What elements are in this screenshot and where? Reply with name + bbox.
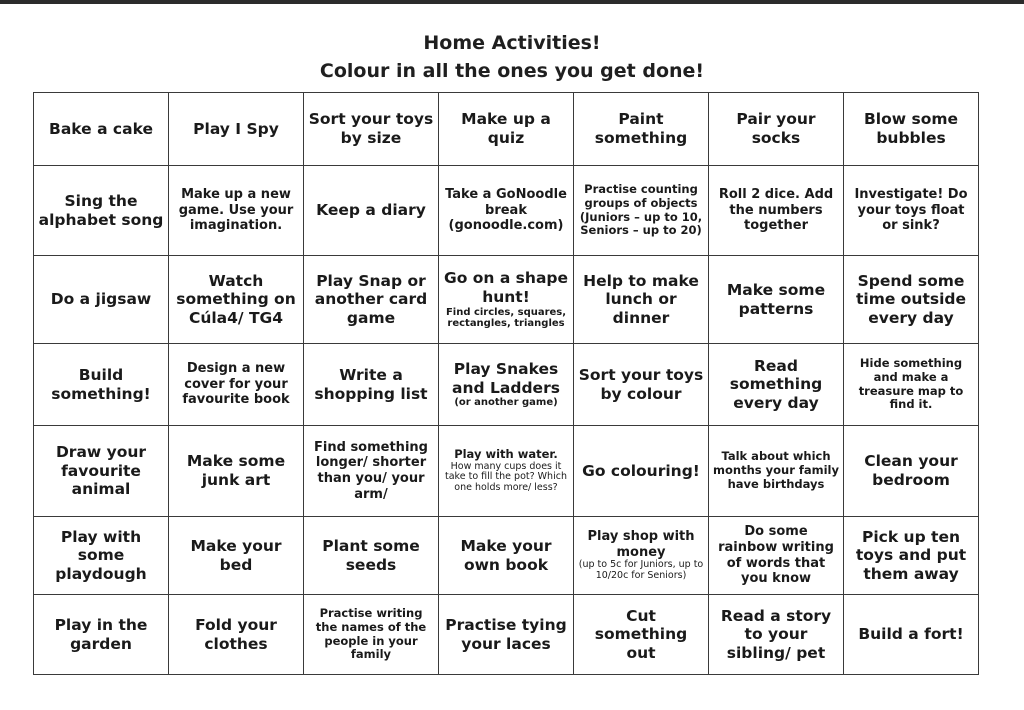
activity-cell[interactable] xyxy=(574,166,709,256)
activity-text: Play with water. xyxy=(454,446,558,461)
activity-cell[interactable] xyxy=(709,595,844,675)
activity-cell[interactable] xyxy=(304,426,439,517)
activity-text: Pick up ten toys and put them away xyxy=(855,527,967,583)
activity-text: Spend some time outside every day xyxy=(855,271,967,327)
activity-text: Plant some seeds xyxy=(322,536,420,574)
activity-grid xyxy=(33,92,979,675)
activity-cell[interactable] xyxy=(844,595,979,675)
activity-text: Hide something and make a treasure map to find it. xyxy=(858,355,964,412)
activity-cell[interactable] xyxy=(574,256,709,344)
activity-text: Roll 2 dice. Add the numbers together xyxy=(718,187,834,234)
activity-cell[interactable] xyxy=(709,344,844,426)
activity-cell[interactable] xyxy=(34,595,169,675)
activity-text: Play I Spy xyxy=(193,119,279,138)
activity-cell[interactable] xyxy=(709,517,844,595)
activity-text: Keep a diary xyxy=(316,201,426,220)
activity-text: Build a fort! xyxy=(858,625,964,644)
activity-text: Take a GoNoodle break (gonoodle.com) xyxy=(445,187,567,234)
activity-cell[interactable] xyxy=(844,93,979,166)
activity-cell[interactable] xyxy=(439,426,574,517)
activity-cell[interactable] xyxy=(304,166,439,256)
activity-text: Bake a cake xyxy=(49,119,153,138)
activity-text: Watch something on Cúla4/ TG4 xyxy=(176,271,296,327)
activity-text: Play Snakes and Ladders xyxy=(452,360,560,397)
page-title: Home Activities! xyxy=(423,32,601,54)
activity-text: Paint something xyxy=(594,110,688,147)
activity-cell[interactable] xyxy=(34,256,169,344)
activity-text: Practise writing the names of the people in your family xyxy=(315,605,427,662)
activity-text: Do some rainbow writing of words that you know xyxy=(718,524,834,587)
activity-cell[interactable] xyxy=(439,517,574,595)
activity-note: Find circles, squares, rectangles, triangles xyxy=(445,306,567,330)
activity-cell[interactable] xyxy=(169,517,304,595)
activity-cell[interactable] xyxy=(304,344,439,426)
grid-row xyxy=(34,256,979,344)
activity-text: Play Snap or another card game xyxy=(314,271,428,327)
activity-cell[interactable] xyxy=(169,166,304,256)
activity-note: (up to 5c for Juniors, up to 10/20c for Seniors) xyxy=(578,559,704,582)
activity-cell[interactable] xyxy=(34,166,169,256)
grid-row xyxy=(34,93,979,166)
activity-text: Cut something out xyxy=(594,606,688,662)
activity-cell[interactable] xyxy=(34,426,169,517)
activity-text: Play in the garden xyxy=(54,615,148,653)
activity-cell[interactable] xyxy=(304,517,439,595)
grid-row xyxy=(34,166,979,256)
page-subtitle: Colour in all the ones you get done! xyxy=(319,60,705,82)
activity-cell[interactable] xyxy=(169,93,304,166)
activity-text: Make some patterns xyxy=(726,280,826,318)
activity-cell[interactable] xyxy=(34,517,169,595)
activity-cell[interactable] xyxy=(304,595,439,675)
grid-row xyxy=(34,517,979,595)
activity-cell[interactable] xyxy=(304,256,439,344)
activity-cell[interactable] xyxy=(169,595,304,675)
activity-text: Fold your clothes xyxy=(195,615,277,653)
activity-text: Design a new cover for your favourite book xyxy=(182,361,290,408)
activity-text: Pair your socks xyxy=(736,110,816,147)
activity-cell[interactable] xyxy=(709,256,844,344)
activity-cell[interactable] xyxy=(439,595,574,675)
activity-cell[interactable] xyxy=(34,344,169,426)
activity-cell[interactable] xyxy=(844,426,979,517)
activity-text: Make your own book xyxy=(460,536,552,574)
activity-text: Make some junk art xyxy=(186,452,286,489)
activity-text: Draw your favourite animal xyxy=(55,443,147,499)
activity-cell[interactable] xyxy=(709,93,844,166)
activity-cell[interactable] xyxy=(844,256,979,344)
activity-text: Clean your bedroom xyxy=(864,452,958,489)
activity-cell[interactable] xyxy=(34,93,169,166)
activity-text: Find something longer/ shorter than you/ your arm/ xyxy=(314,439,428,502)
activity-text: Practise tying your laces xyxy=(445,615,567,653)
activity-text: Make your bed xyxy=(190,536,282,574)
activity-cell[interactable] xyxy=(439,93,574,166)
activity-text: Make up a quiz xyxy=(461,110,551,147)
activity-cell[interactable] xyxy=(709,166,844,256)
grid-row xyxy=(34,344,979,426)
activity-cell[interactable] xyxy=(439,344,574,426)
activity-note: (or another game) xyxy=(454,397,558,409)
activity-text: Help to make lunch or dinner xyxy=(583,271,699,327)
activity-text: Read a story to your sibling/ pet xyxy=(720,606,832,662)
activity-cell[interactable] xyxy=(574,93,709,166)
activity-cell[interactable] xyxy=(304,93,439,166)
activity-text: Play with some playdough xyxy=(55,527,147,583)
activity-cell[interactable] xyxy=(844,166,979,256)
grid-row xyxy=(34,426,979,517)
activity-text: Sort your toys by colour xyxy=(578,365,704,403)
activity-text: Do a jigsaw xyxy=(50,290,152,309)
activity-text: Write a shopping list xyxy=(314,365,428,403)
activity-cell[interactable] xyxy=(439,256,574,344)
activity-text: Sort your toys by size xyxy=(308,110,434,147)
grid-row xyxy=(34,595,979,675)
activity-text: Sing the alphabet song xyxy=(38,191,164,229)
activity-cell[interactable] xyxy=(439,166,574,256)
activity-cell[interactable] xyxy=(844,344,979,426)
activity-text: Go on a shape hunt! xyxy=(443,269,569,306)
activity-text: Read something every day xyxy=(729,356,823,412)
activity-cell[interactable] xyxy=(574,517,709,595)
activity-cell[interactable] xyxy=(169,426,304,517)
activity-text: Play shop with money xyxy=(587,528,695,560)
activity-cell[interactable] xyxy=(169,344,304,426)
activity-cell[interactable] xyxy=(574,426,709,517)
activity-cell[interactable] xyxy=(844,517,979,595)
activity-note: How many cups does it take to fill the pot? Which one holds more/ less? xyxy=(445,460,567,494)
activity-text: Build something! xyxy=(51,365,151,403)
activity-text: Blow some bubbles xyxy=(863,110,959,147)
activity-cell[interactable] xyxy=(574,344,709,426)
activity-cell[interactable] xyxy=(574,595,709,675)
activity-cell[interactable] xyxy=(709,426,844,517)
activity-cell[interactable] xyxy=(169,256,304,344)
activity-text: Go colouring! xyxy=(582,461,700,480)
activity-text: Practise counting groups of objects (Juniors – up to 10, Seniors – up to 20) xyxy=(579,181,703,238)
activity-text: Make up a new game. Use your imagination. xyxy=(178,187,294,234)
activity-text: Investigate! Do your toys float or sink? xyxy=(854,187,968,234)
activity-text: Talk about which months your family have birthdays xyxy=(713,449,839,491)
